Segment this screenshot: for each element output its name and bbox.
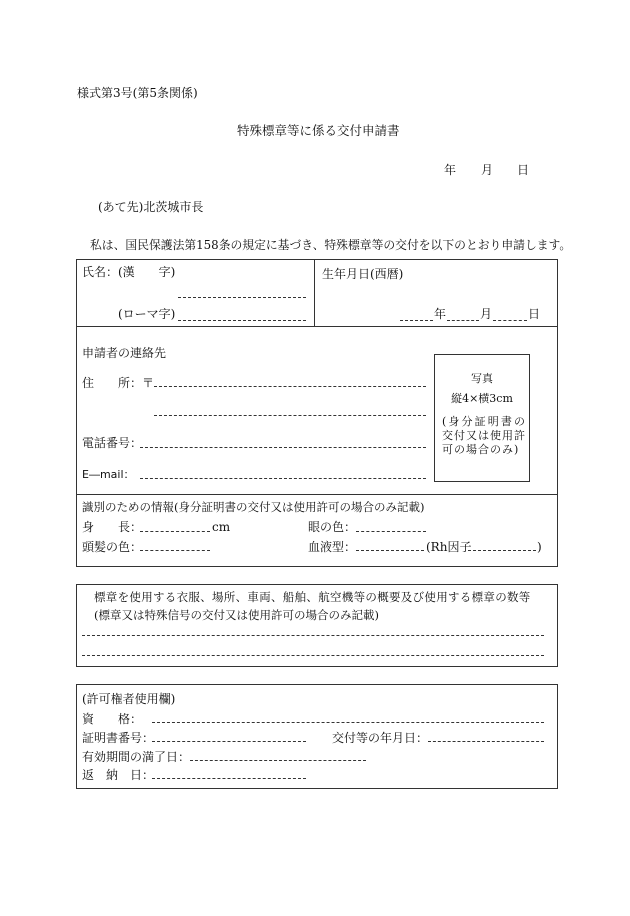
name-romaji-field[interactable]: [178, 320, 306, 321]
name-kanji-field[interactable]: [178, 297, 306, 298]
date-year-label: 年: [444, 163, 457, 177]
form-number: 様式第3号(第5条関係): [77, 86, 198, 100]
addressee: (あて先)北茨城市長: [98, 200, 204, 214]
divider: [76, 494, 558, 495]
height-unit: cm: [212, 520, 231, 534]
expiry-date-label: 有効期間の満了日：: [82, 750, 191, 764]
height-field[interactable]: [140, 531, 210, 532]
romaji-label: (ローマ字): [118, 307, 176, 321]
identification-heading: 識別のための情報(身分証明書の交付又は使用許可の場合のみ記載): [82, 500, 425, 514]
return-date-field[interactable]: [152, 778, 306, 779]
issue-date-label: 交付等の年月日：: [332, 731, 429, 745]
birth-month-field[interactable]: [447, 320, 479, 321]
birth-day-field[interactable]: [493, 320, 527, 321]
address-field-2[interactable]: [154, 415, 426, 416]
email-field[interactable]: [140, 478, 426, 479]
expiry-date-field[interactable]: [190, 760, 366, 761]
form-title: 特殊標章等に係る交付申請書: [237, 123, 400, 138]
name-label: 氏名：(漢 字): [82, 265, 176, 279]
certificate-number-field[interactable]: [152, 741, 306, 742]
qualification-label: 資 格：: [82, 712, 143, 726]
birth-year-field[interactable]: [400, 320, 433, 321]
usage-field-2[interactable]: [82, 655, 544, 656]
blood-type-field[interactable]: [356, 550, 424, 551]
phone-label: 電話番号：: [82, 436, 143, 450]
return-date-label: 返 納 日：: [82, 768, 155, 782]
photo-note: (身分証明書の交付又は使用許可の場合のみ): [442, 415, 526, 456]
blood-type-label: 血液型：: [308, 540, 357, 554]
date-month-label: 月: [481, 163, 494, 177]
rh-factor-field[interactable]: [468, 550, 536, 551]
certificate-number-label: 証明書番号：: [82, 731, 155, 745]
rh-factor-close: ): [537, 540, 542, 554]
height-label: 身 長：: [82, 520, 143, 534]
address-label: 住 所：〒: [82, 376, 155, 390]
qualification-field[interactable]: [152, 722, 544, 723]
divider: [76, 326, 558, 327]
usage-heading: 標章を使用する衣服、場所、車両、船舶、航空機等の概要及び使用する標章の数等: [94, 590, 531, 604]
birth-day-label: 日: [528, 307, 541, 321]
birthdate-label: 生年月日(西暦): [322, 267, 404, 281]
hair-color-label: 頭髪の色：: [82, 540, 143, 554]
birth-month-label: 月: [480, 307, 493, 321]
declaration: 私は、国民保護法第158条の規定に基づき、特殊標章等の交付を以下のとおり申請します。: [90, 238, 572, 252]
phone-field[interactable]: [140, 447, 426, 448]
issue-date-field[interactable]: [428, 741, 544, 742]
birth-year-label: 年: [434, 307, 447, 321]
rh-factor-label: (Rh因子: [426, 540, 472, 554]
photo-box: [434, 354, 530, 482]
divider: [314, 259, 315, 326]
usage-field-1[interactable]: [82, 635, 544, 636]
photo-size: 縦4×横3cm: [451, 392, 513, 405]
eye-color-field[interactable]: [356, 531, 426, 532]
date-day-label: 日: [517, 163, 530, 177]
email-label: E―mail：: [82, 468, 135, 481]
authority-heading: (許可権者使用欄): [82, 692, 176, 706]
usage-subheading: (標章又は特殊信号の交付又は使用許可の場合のみ記載): [94, 608, 379, 622]
eye-color-label: 眼の色：: [308, 520, 357, 534]
hair-color-field[interactable]: [140, 550, 210, 551]
contact-heading: 申請者の連絡先: [82, 346, 167, 360]
photo-title: 写真: [471, 372, 493, 385]
address-field-1[interactable]: [154, 386, 426, 387]
